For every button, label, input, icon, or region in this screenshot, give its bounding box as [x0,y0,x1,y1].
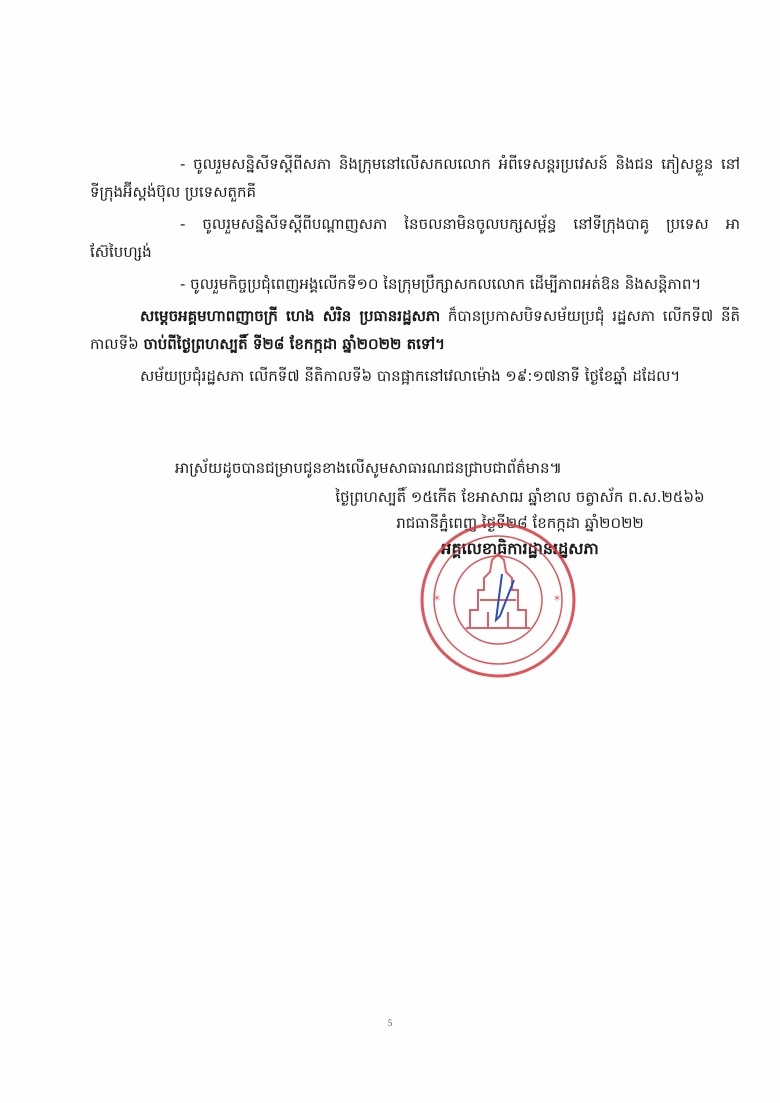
svg-text:*: * [434,593,440,607]
svg-text:*: * [554,593,560,607]
lunar-date: ថ្ងៃព្រហស្បតិ៍ ១៥កេីត ខែអាសាឍ ឆ្នាំខាល ចត្វាស័ក ព.ស.២៥៦៦ [335,488,705,506]
paragraph-5-line-1: សម័យប្រជុំរដ្ឋសភា លើកទី៧ នីតិកាលទី៦ បានផ្អាកនៅវេលាម៉ោង ១៩:១៧នាទី ថ្ងៃខែឆ្នាំ [140,367,628,385]
signer-title: អគ្គលេខាធិការដ្ឋានរដ្ឋសភា [441,539,599,558]
official-seal-icon [418,520,578,680]
page-number: 5 [387,1018,393,1028]
paragraph-2-line-1: - ចូលរួមសន្និសីទស្ដីពីបណ្ដាញសភា នៃចលនាមិនចូលបក្សសម្ព័ន្ធ នៅទីក្រុងបាគូ ប្រទេស [180,215,709,233]
paragraph-3-line-2: និងសន្ដិភាព។ [624,275,702,293]
solar-date: រាជធានីភ្នំពេញ ថ្ងៃទី២៨ ខែកក្កដា ឆ្នាំ២០២២ [396,514,644,532]
document-body [90,150,740,394]
paragraph-3-line-1: - ចូលរួមកិច្ចប្រជុំពេញអង្គលើកទី១០ នៃក្រុមប្រឹក្សាសកលលោក ដើម្បីភាពអត់ឱន [180,275,620,293]
paragraph-1-line-1: - ចូលរួមសន្និសីទស្ដីពីសភា និងក្រុមនៅលើសកលលោក អំពីទេសន្តរប្រវេសន៍ និងជន [180,155,654,173]
closing-date-highlight: ចាប់ពីថ្ងៃព្រហស្បតិ៍ ទី២៨ ខែកក្កដា ឆ្នាំ២០២២ តទៅ។ [143,335,446,353]
paragraph-4 [90,302,740,358]
paragraph-1-line-2: ភៀសខ្លួន នៅទីក្រុងអ៊ីស្ដង់ប៊ុល ប្រទេសតួកគី [90,155,740,201]
paragraph-1 [90,150,740,206]
paragraph-5-line-2: ដដែល។ [632,367,681,385]
closing-statement: អាស្រ័យដូចបានជម្រាបជូនខាងលើសូមសាធារណជនជ្រាបជាព័ត៌មាន៕ [175,459,562,477]
paragraph-3 [90,270,740,298]
paragraph-2 [90,210,740,266]
paragraph-2-line-2: អាស៊ែបៃហ្សង់ [90,215,740,261]
paragraph-4-text-1: ក៏បានប្រកាសបិទសម័យប្រជុំ [440,307,605,325]
paragraph-5 [90,362,740,390]
paragraph-4-text-2: រដ្ឋសភា លើកទី៧ នីតិកាលទី៦ [90,307,740,353]
speaker-name: សម្ដេចអគ្គមហាពញាចក្រី ហេង សំរិន ប្រធានរដ្ឋសភា [140,307,441,325]
